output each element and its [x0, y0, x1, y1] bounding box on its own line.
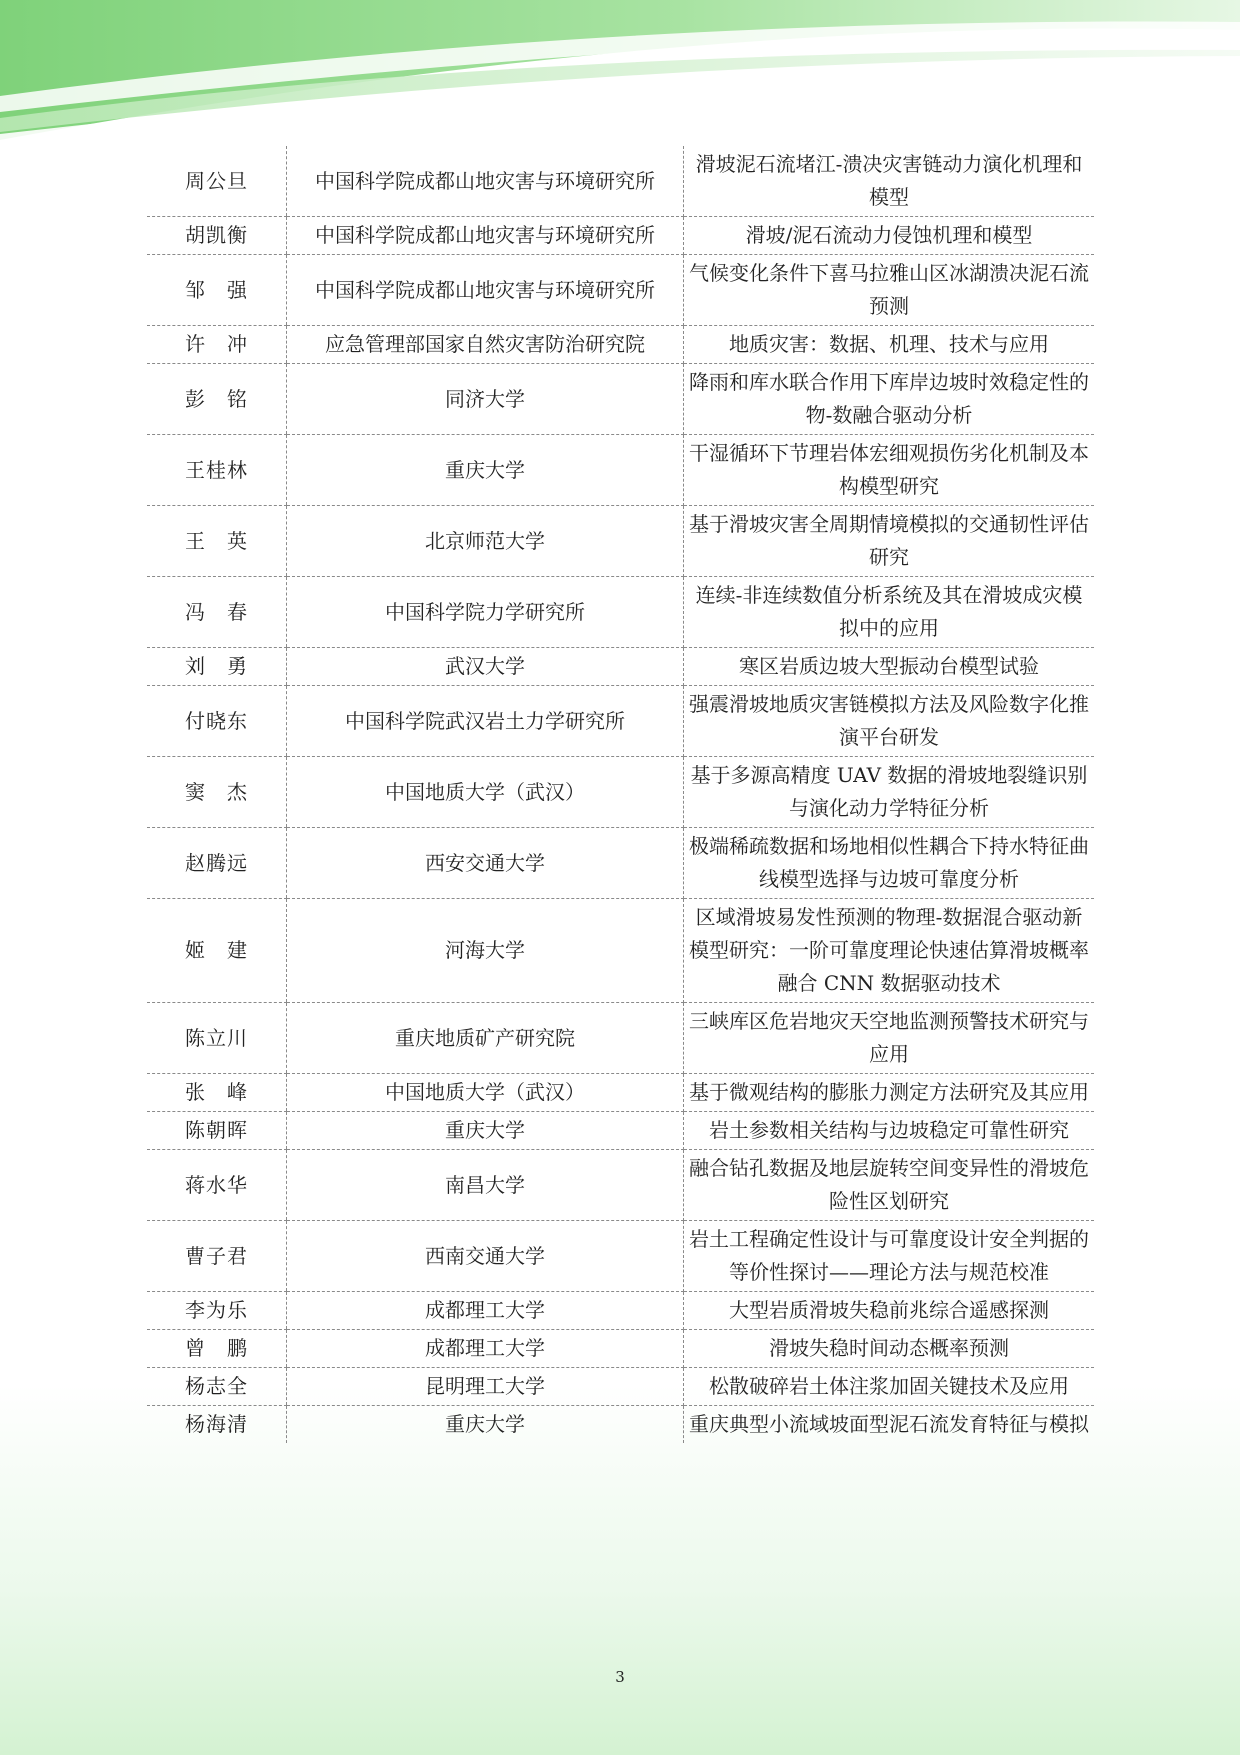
name-cell: 冯 春	[147, 577, 287, 648]
topic-cell: 地质灾害：数据、机理、技术与应用	[684, 326, 1095, 364]
topic-cell: 极端稀疏数据和场地相似性耦合下持水特征曲线模型选择与边坡可靠度分析	[684, 828, 1095, 899]
topic-cell: 大型岩质滑坡失稳前兆综合遥感探测	[684, 1292, 1095, 1330]
table-row	[147, 1406, 1094, 1444]
name-cell: 赵腾远	[147, 828, 287, 899]
topic-cell: 气候变化条件下喜马拉雅山区冰湖溃决泥石流预测	[684, 255, 1095, 326]
table-row	[147, 364, 1094, 435]
institution-cell: 应急管理部国家自然灾害防治研究院	[287, 326, 684, 364]
table-row	[147, 757, 1094, 828]
topic-cell: 三峡库区危岩地灾天空地监测预警技术研究与应用	[684, 1003, 1095, 1074]
institution-cell: 中国科学院力学研究所	[287, 577, 684, 648]
topic-cell: 滑坡/泥石流动力侵蚀机理和模型	[684, 217, 1095, 255]
topic-cell: 区域滑坡易发性预测的物理-数据混合驱动新模型研究：一阶可靠度理论快速估算滑坡概率融合 CNN 数据驱动技术	[684, 899, 1095, 1003]
table-row	[147, 146, 1094, 217]
name-cell: 姬 建	[147, 899, 287, 1003]
name-cell: 蒋水华	[147, 1150, 287, 1221]
table-row	[147, 217, 1094, 255]
table-row	[147, 435, 1094, 506]
topic-cell: 重庆典型小流域坡面型泥石流发育特征与模拟	[689, 1412, 1089, 1436]
name-cell: 陈立川	[147, 1003, 287, 1074]
institution-cell: 重庆大学	[287, 435, 684, 506]
name-cell: 付晓东	[147, 686, 287, 757]
topic-cell: 基于滑坡灾害全周期情境模拟的交通韧性评估研究	[684, 506, 1095, 577]
header-wave-decoration	[0, 0, 1240, 150]
topic-cell: 滑坡泥石流堵江-溃决灾害链动力演化机理和模型	[684, 146, 1095, 217]
name-cell: 李为乐	[147, 1292, 287, 1330]
institution-cell: 中国科学院成都山地灾害与环境研究所	[287, 217, 684, 255]
institution-cell: 南昌大学	[287, 1150, 684, 1221]
page-number: 3	[615, 1668, 625, 1686]
name-cell: 王桂林	[147, 435, 287, 506]
topic-cell: 岩土工程确定性设计与可靠度设计安全判据的等价性探讨——理论方法与规范校准	[684, 1221, 1095, 1292]
table-row	[147, 1074, 1094, 1112]
researchers-table	[147, 146, 1094, 1443]
topic-cell: 寒区岩质边坡大型振动台模型试验	[684, 648, 1095, 686]
name-cell: 王 英	[147, 506, 287, 577]
institution-cell: 中国科学院武汉岩土力学研究所	[287, 686, 684, 757]
institution-cell: 中国地质大学（武汉）	[287, 757, 684, 828]
table-row	[147, 577, 1094, 648]
name-cell: 曾 鹏	[147, 1330, 287, 1368]
table-row	[147, 506, 1094, 577]
topic-cell: 融合钻孔数据及地层旋转空间变异性的滑坡危险性区划研究	[684, 1150, 1095, 1221]
name-cell: 张 峰	[147, 1074, 287, 1112]
table-row	[147, 1368, 1094, 1406]
name-cell: 胡凯衡	[147, 217, 287, 255]
name-cell: 曹子君	[147, 1221, 287, 1292]
institution-cell: 西安交通大学	[287, 828, 684, 899]
table-row	[147, 828, 1094, 899]
topic-cell: 连续-非连续数值分析系统及其在滑坡成灾模拟中的应用	[684, 577, 1095, 648]
table-row	[147, 1112, 1094, 1150]
researchers-table-container	[147, 146, 1092, 1443]
table-row	[147, 326, 1094, 364]
topic-cell: 基于微观结构的膨胀力测定方法研究及其应用	[684, 1074, 1095, 1112]
table-row	[147, 648, 1094, 686]
topic-cell: 松散破碎岩土体注浆加固关键技术及应用	[684, 1368, 1095, 1406]
institution-cell: 西南交通大学	[287, 1221, 684, 1292]
institution-cell: 河海大学	[287, 899, 684, 1003]
table-row	[147, 1003, 1094, 1074]
topic-cell: 岩土参数相关结构与边坡稳定可靠性研究	[684, 1112, 1095, 1150]
topic-cell: 降雨和库水联合作用下库岸边坡时效稳定性的物-数融合驱动分析	[684, 364, 1095, 435]
institution-cell: 重庆地质矿产研究院	[287, 1003, 684, 1074]
table-row	[147, 255, 1094, 326]
name-cell: 许 冲	[147, 326, 287, 364]
name-cell: 杨海清	[185, 1412, 248, 1436]
institution-cell: 同济大学	[287, 364, 684, 435]
institution-cell: 重庆大学	[287, 1112, 684, 1150]
name-cell: 邹 强	[147, 255, 287, 326]
name-cell: 陈朝晖	[147, 1112, 287, 1150]
name-cell: 彭 铭	[147, 364, 287, 435]
table-row	[147, 686, 1094, 757]
name-cell: 杨志全	[147, 1368, 287, 1406]
institution-cell: 中国科学院成都山地灾害与环境研究所	[287, 255, 684, 326]
researchers-table-body	[147, 146, 1094, 1443]
institution-cell: 北京师范大学	[287, 506, 684, 577]
institution-cell: 成都理工大学	[287, 1292, 684, 1330]
institution-cell: 中国科学院成都山地灾害与环境研究所	[287, 146, 684, 217]
table-row	[147, 1292, 1094, 1330]
name-cell: 周公旦	[147, 146, 287, 217]
table-row	[147, 1330, 1094, 1368]
institution-cell: 重庆大学	[287, 1406, 684, 1444]
topic-cell: 基于多源高精度 UAV 数据的滑坡地裂缝识别与演化动力学特征分析	[684, 757, 1095, 828]
institution-cell: 武汉大学	[287, 648, 684, 686]
topic-cell: 滑坡失稳时间动态概率预测	[684, 1330, 1095, 1368]
table-row	[147, 899, 1094, 1003]
institution-cell: 昆明理工大学	[287, 1368, 684, 1406]
institution-cell: 成都理工大学	[287, 1330, 684, 1368]
name-cell: 窦 杰	[147, 757, 287, 828]
table-row	[147, 1221, 1094, 1292]
name-cell: 刘 勇	[147, 648, 287, 686]
institution-cell: 中国地质大学（武汉）	[287, 1074, 684, 1112]
topic-cell: 干湿循环下节理岩体宏细观损伤劣化机制及本构模型研究	[684, 435, 1095, 506]
topic-cell: 强震滑坡地质灾害链模拟方法及风险数字化推演平台研发	[684, 686, 1095, 757]
table-row	[147, 1150, 1094, 1221]
